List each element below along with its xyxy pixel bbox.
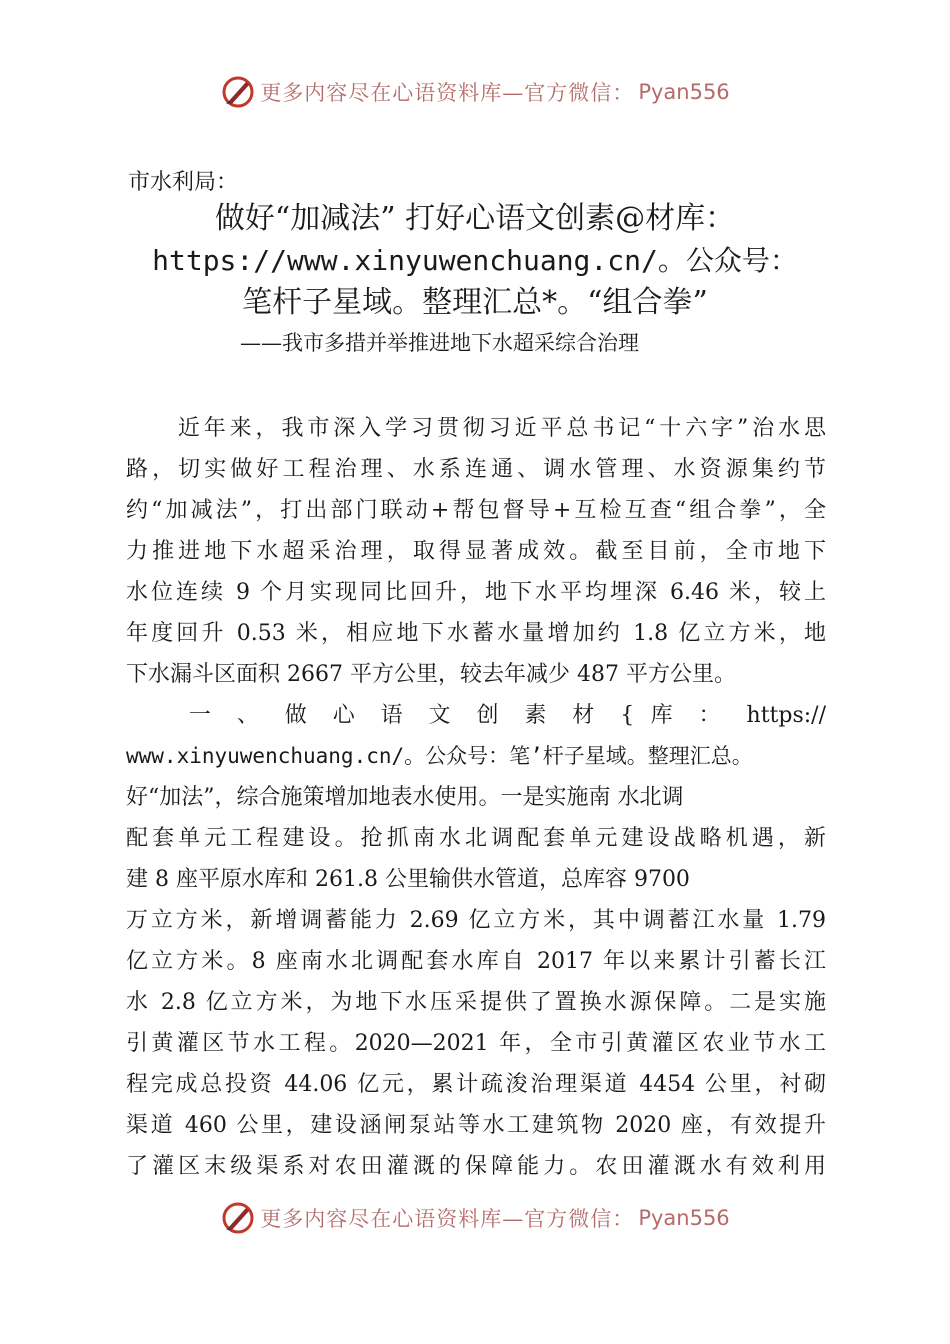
header-watermark-banner [0,72,950,112]
title-line-1: 做好“加减法” 打好心语文创素@材库： [214,201,736,236]
author-line: 市水利局： [128,170,239,195]
paragraph-line: 一 、 做 心 语 文 创 素 材 { 库 ： https:// [126,703,826,728]
paragraph-line: 程完成总投资 44.06 亿元，累计疏浚治理渠道 4454 公里，衬砌 [126,1072,826,1097]
paragraph-1 [126,408,826,695]
paragraph-line: 约“加减法”，打出部门联动+帮包督导+互检互查“组合拳”，全 [126,498,826,523]
banner-label: 更多内容尽在心语资料库—官方微信： [260,1207,635,1231]
paragraph-2 [126,695,826,1187]
banner-label: 更多内容尽在心语资料库—官方微信： [260,81,635,105]
paragraph-line: 水 2.8 亿立方米，为地下水压采提供了置换水源保障。二是实施 [126,990,826,1015]
document-body [126,408,826,1187]
paragraph-line: 力推进地下水超采治理，取得显著成效。截至目前，全市地下 [126,539,826,564]
document-title [110,198,840,324]
paragraph-line: 好“加法”，综合施策增加地表水使用。一是实施南 水北调 [126,785,684,810]
paragraph-line: 建 8 座平原水库和 261.8 公里输供水管道，总库容 9700 [126,867,690,892]
paragraph-line: www.xinyuwenchuang.cn/。公众号：笔’杆子星域。整理汇总。 [126,744,753,768]
paragraph-line: 渠道 460 公里，建设涵闸泵站等水工建筑物 2020 座，有效提升 [126,1113,826,1138]
paragraph-line: 年度回升 0.53 米，相应地下水蓄水量增加约 1.8 亿立方米，地 [126,621,826,646]
title-line-2: https://www.xinyuwenchuang.cn/。公众号： [152,244,798,277]
paragraph-line: 水位连续 9 个月实现同比回升，地下水平均埋深 6.46 米，较上 [126,580,826,605]
paragraph-line: 引黄灌区节水工程。2020—2021 年，全市引黄灌区农业节水工 [126,1031,826,1056]
title-line-3: 笔杆子星域。整理汇总*。“组合拳” [242,285,708,320]
paragraph-line: 配套单元工程建设。抢抓南水北调配套单元建设战略机遇，新 [126,826,826,851]
pen-logo-icon [220,1200,256,1236]
paragraph-line: 近年来，我市深入学习贯彻习近平总书记“十六字”治水思 [126,416,826,441]
paragraph-line: 了灌区末级渠系对农田灌溉的保障能力。农田灌溉水有效利用 [126,1154,826,1179]
paragraph-line: 路，切实做好工程治理、水系连通、调水管理、水资源集约节 [126,457,826,482]
document-subtitle: ——我市多措并举推进地下水超采综合治理 [240,331,639,355]
pen-logo-icon [220,74,256,110]
paragraph-line: 下水漏斗区面积 2667 平方公里，较去年减少 487 平方公里。 [126,662,736,687]
banner-handle: Pyan556 [638,80,730,104]
paragraph-line: 万立方米，新增调蓄能力 2.69 亿立方米，其中调蓄江水量 1.79 [126,908,826,933]
banner-handle: Pyan556 [638,1206,730,1230]
footer-watermark-banner [0,1198,950,1238]
paragraph-line: 亿立方米。8 座南水北调配套水库自 2017 年以来累计引蓄长江 [126,949,826,974]
